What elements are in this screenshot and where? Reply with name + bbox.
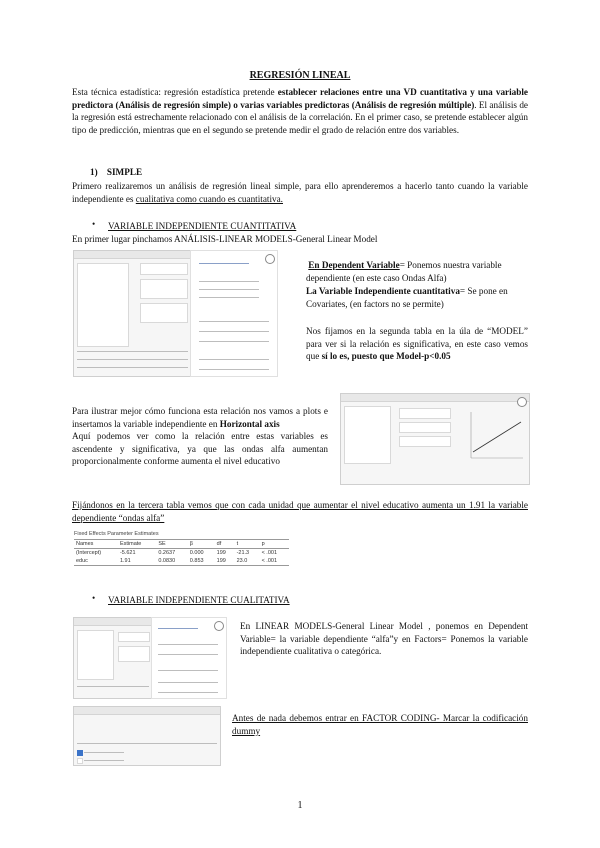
table-row — [74, 557, 289, 566]
factor-coding-text: Antes de nada debemos entrar en FACTOR CODING- Marcar la codificación dummy — [232, 713, 528, 736]
page-number: 1 — [297, 800, 303, 811]
model-text: Nos fijamos en la segunda tabla en la úla de “MODEL” para ver si la relación es significativa, en este caso vemos que — [306, 326, 528, 362]
intro-text-1: Esta técnica estadística: regresión estadística pretende — [72, 87, 278, 97]
dependent-box — [140, 263, 188, 275]
page-title: REGRESIÓN LINEAL — [249, 70, 351, 81]
glm-results-screenshot — [190, 250, 278, 377]
divider — [199, 281, 259, 282]
horizontal-axis-box — [399, 408, 451, 419]
close-circle-icon — [517, 397, 527, 407]
table-cell: 199 — [216, 550, 226, 556]
plot-preview — [465, 408, 525, 464]
factor-coding-screenshot — [73, 706, 221, 766]
model-bold: sí lo es, puesto que Model-p<0.05 — [321, 351, 451, 362]
third-table-text: Fijándonos en la tercera tabla vemos que con cada unidad que aumentar el nivel educativo aumenta un 1.91 la variable dependiente “ondas alfa” — [72, 500, 528, 523]
table-cell: 0.2637 — [158, 550, 176, 556]
divider — [77, 743, 217, 744]
divider — [84, 760, 124, 761]
indep-label: La Variable Independiente cuantitativa — [306, 286, 460, 296]
plot-variables-panel — [344, 406, 391, 464]
bullet-cuantitativa: • — [92, 219, 96, 229]
factors-box — [140, 279, 188, 299]
table-header: df — [215, 540, 235, 549]
plots-paragraph — [72, 405, 328, 468]
section-heading-simple — [90, 166, 142, 179]
intro-bold: establecer relaciones entre una VD cuantitativa y una variable predictora (Análisis de regresión simple) o varias variables predictoras (Análisis de regresión múltiple) — [72, 87, 529, 110]
divider — [199, 289, 259, 290]
plots-text-2: Aquí podemos ver como la relación entre estas variables es ascendente y significativa, ya que las ondas alfa aumentan proporcionalmente conforme aumenta el nivel educativo — [72, 431, 328, 467]
plots-dialog-screenshot — [340, 393, 530, 485]
divider — [199, 369, 269, 370]
variables-list-panel — [77, 263, 129, 347]
table-row — [74, 549, 289, 558]
table-cell: 199 — [215, 557, 235, 566]
table-cell: 23.0 — [235, 557, 260, 566]
indep-text: = Se pone en Covariates, (en factors no se permite) — [306, 286, 508, 309]
dummy-checkbox — [77, 750, 83, 756]
table-cell: 0.0830 — [156, 557, 187, 566]
heading-cuantitativa-text: VARIABLE INDEPENDIENTE CUANTITATIVA — [108, 221, 297, 231]
table-header: t — [235, 540, 260, 549]
dialog-title-bar — [74, 251, 191, 259]
divider — [77, 367, 188, 368]
bullet-cualitativa: • — [92, 593, 96, 603]
divider — [84, 752, 124, 753]
heading-cualitativa-text: VARIABLE INDEPENDIENTE CUALITATIVA — [108, 595, 290, 605]
section-number: 1) — [90, 167, 98, 177]
factors-box — [118, 646, 150, 662]
table-cell: (Intercept) — [76, 550, 102, 556]
simple-underlined: cualitativa como cuando es cuantitativa. — [135, 193, 283, 204]
divider — [77, 351, 188, 352]
table-cell: educ — [74, 557, 118, 566]
table-header: β — [188, 540, 215, 549]
glm-factor-dialog-screenshot — [73, 617, 153, 699]
close-circle-icon — [214, 621, 224, 631]
close-circle-icon — [265, 254, 275, 264]
divider — [158, 628, 198, 629]
dialog-title-bar — [74, 618, 152, 626]
parameter-table-title: Fixed Effects Parameter Estimates — [74, 531, 159, 537]
heading-cualitativa — [108, 594, 290, 607]
dialog-title-bar — [74, 707, 220, 715]
table-cell: -5.621 — [119, 550, 136, 556]
third-table-paragraph — [72, 499, 528, 524]
dependent-variable-note — [306, 259, 528, 284]
table-header: p — [260, 540, 289, 549]
checkbox — [77, 758, 83, 764]
divider — [158, 670, 218, 671]
parameter-estimates-table — [74, 539, 289, 566]
model-note — [306, 325, 528, 363]
divider — [199, 321, 269, 322]
divider — [158, 692, 218, 693]
menu-instruction: En primer lugar pinchamos ANÁLISIS-LINEAR MODELS-General Linear Model — [72, 234, 378, 244]
table-header: Names — [74, 540, 118, 549]
separate-lines-box — [399, 422, 451, 433]
table-cell: 1.91 — [118, 557, 156, 566]
dep-text: = Ponemos nuestra variable dependiente (en este caso Ondas Alfa) — [306, 260, 502, 283]
dep-label: En Dependent Variable — [308, 260, 400, 270]
glm-dialog-screenshot — [73, 250, 192, 377]
plots-bold: Horizontal axis — [219, 418, 280, 429]
divider — [158, 682, 218, 683]
divider — [158, 654, 218, 655]
independent-variable-note — [306, 285, 528, 310]
table-cell: -21.3 — [236, 550, 250, 556]
separate-plots-box — [399, 436, 451, 447]
dependent-box — [118, 632, 150, 642]
intro-paragraph — [72, 86, 528, 136]
heading-cuantitativa — [108, 220, 296, 233]
simple-paragraph — [72, 180, 528, 205]
plots-text-1: Para ilustrar mejor cómo funciona esta relación nos vamos a plots e insertamos la variable independiente en — [72, 406, 328, 429]
covariates-box — [140, 303, 188, 323]
table-cell: < .001 — [261, 550, 278, 556]
factor-coding-paragraph — [232, 712, 528, 737]
glm-factor-results-screenshot — [151, 617, 227, 699]
intro-text-2: . El análisis de la regresión está estrechamente relacionado con el análisis de la correlación. En el primer caso, se pretende establecer algún tipo de predicción, mientras que en el segundo se pretende medir el grado de relación entre dos variables. — [72, 99, 528, 135]
cualitativa-paragraph: En LINEAR MODELS-General Linear Model , ponemos en Dependent Variable= la variable dependiente “alfa”y en Factors= Ponemos la variable independiente cualitativa o categórica. — [240, 621, 528, 657]
divider — [199, 341, 269, 342]
table-header: Estimate — [118, 540, 156, 549]
divider — [199, 359, 269, 360]
divider — [199, 297, 259, 298]
table-cell: 0.000 — [189, 550, 204, 556]
table-cell: 0.853 — [188, 557, 215, 566]
divider — [199, 331, 269, 332]
table-header-row — [74, 540, 289, 549]
section-title: SIMPLE — [106, 167, 143, 177]
simple-text: Primero realizaremos un análisis de regresión lineal simple, para ello aprenderemos a hacerlo tanto cuando la variable independiente es — [72, 181, 528, 204]
divider — [158, 644, 218, 645]
dialog-title-bar — [341, 394, 529, 402]
regression-line — [473, 422, 521, 452]
variables-list-panel — [77, 630, 114, 680]
divider — [77, 686, 149, 687]
divider — [77, 359, 188, 360]
table-header: SE — [156, 540, 187, 549]
table-cell: < .001 — [260, 557, 289, 566]
divider — [199, 263, 249, 264]
